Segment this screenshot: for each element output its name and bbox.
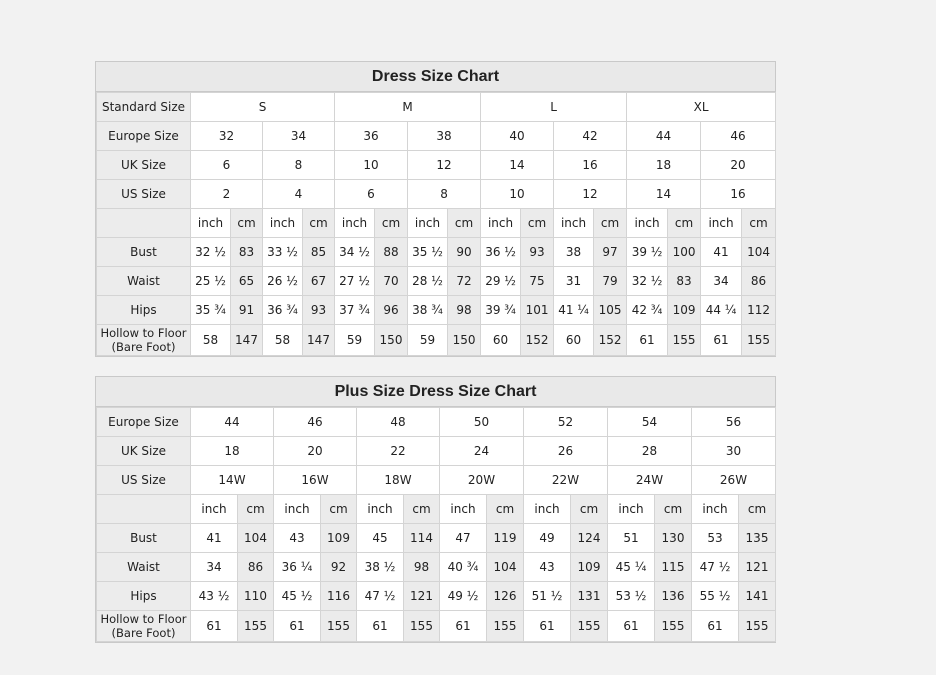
measurement-cell: 100 — [668, 238, 701, 267]
unit-header-cell: inch — [692, 495, 739, 524]
measurement-cell: 61 — [191, 611, 238, 642]
measurement-cell: 43 — [524, 553, 571, 582]
dress-size-chart — [95, 61, 776, 357]
plus-size-dress-size-chart — [95, 376, 776, 643]
measurement-cell: 59 — [408, 325, 448, 356]
measurement-cell: 47 ½ — [357, 582, 404, 611]
measurement-cell: 92 — [321, 553, 357, 582]
size-cell: 10 — [335, 151, 408, 180]
measurement-cell: 70 — [375, 267, 408, 296]
measurement-cell: 91 — [231, 296, 263, 325]
row-label: Waist — [97, 267, 191, 296]
size-cell: 16W — [274, 466, 357, 495]
size-cell: 52 — [524, 408, 608, 437]
measurement-cell: 61 — [274, 611, 321, 642]
unit-header-cell: inch — [191, 209, 231, 238]
unit-header-cell: cm — [487, 495, 524, 524]
measurement-cell: 32 ½ — [191, 238, 231, 267]
measurement-cell: 47 — [440, 524, 487, 553]
size-cell: 36 — [335, 122, 408, 151]
table-row — [97, 611, 776, 642]
table-row — [97, 180, 776, 209]
measurement-cell: 136 — [655, 582, 692, 611]
unit-header-cell: cm — [739, 495, 776, 524]
size-cell: 42 — [554, 122, 627, 151]
measurement-cell: 112 — [742, 296, 776, 325]
table-row — [97, 524, 776, 553]
row-label: Hollow to Floor (Bare Foot) — [97, 611, 191, 642]
unit-header-cell: cm — [375, 209, 408, 238]
measurement-cell: 44 ¼ — [701, 296, 742, 325]
measurement-cell: 33 ½ — [263, 238, 303, 267]
size-cell: 26 — [524, 437, 608, 466]
measurement-cell: 131 — [571, 582, 608, 611]
measurement-cell: 61 — [440, 611, 487, 642]
size-cell: 16 — [701, 180, 776, 209]
measurement-cell: 155 — [571, 611, 608, 642]
unit-header-cell: cm — [404, 495, 440, 524]
measurement-cell: 39 ¾ — [481, 296, 521, 325]
size-cell: 26W — [692, 466, 776, 495]
table-row — [97, 466, 776, 495]
measurement-cell: 51 — [608, 524, 655, 553]
measurement-cell: 67 — [303, 267, 335, 296]
measurement-cell: 36 ¼ — [274, 553, 321, 582]
measurement-cell: 141 — [739, 582, 776, 611]
size-cell: 24W — [608, 466, 692, 495]
size-cell: 30 — [692, 437, 776, 466]
size-cell: 54 — [608, 408, 692, 437]
measurement-cell: 98 — [404, 553, 440, 582]
size-cell: 22 — [357, 437, 440, 466]
measurement-cell: 38 ¾ — [408, 296, 448, 325]
unit-header-cell: inch — [263, 209, 303, 238]
size-cell: 6 — [335, 180, 408, 209]
measurement-cell: 104 — [742, 238, 776, 267]
dress-size-table — [96, 92, 776, 356]
measurement-cell: 37 ¾ — [335, 296, 375, 325]
measurement-cell: 83 — [231, 238, 263, 267]
table-row — [97, 553, 776, 582]
measurement-cell: 105 — [594, 296, 627, 325]
measurement-cell: 155 — [487, 611, 524, 642]
row-label: US Size — [97, 180, 191, 209]
measurement-cell: 147 — [303, 325, 335, 356]
measurement-cell: 42 ¾ — [627, 296, 668, 325]
measurement-cell: 104 — [238, 524, 274, 553]
table-row — [97, 437, 776, 466]
measurement-cell: 45 ½ — [274, 582, 321, 611]
size-cell: 18 — [191, 437, 274, 466]
unit-header-cell: cm — [448, 209, 481, 238]
unit-header-cell: cm — [655, 495, 692, 524]
size-cell: 6 — [191, 151, 263, 180]
measurement-cell: 49 ½ — [440, 582, 487, 611]
measurement-cell: 41 ¼ — [554, 296, 594, 325]
unit-header-cell: cm — [231, 209, 263, 238]
measurement-cell: 155 — [321, 611, 357, 642]
measurement-cell: 34 — [701, 267, 742, 296]
size-cell: 20W — [440, 466, 524, 495]
table-row — [97, 122, 776, 151]
standard-size-cell: M — [335, 93, 481, 122]
measurement-cell: 98 — [448, 296, 481, 325]
measurement-cell: 121 — [739, 553, 776, 582]
measurement-cell: 53 — [692, 524, 739, 553]
size-cell: 16 — [554, 151, 627, 180]
unit-header-cell: cm — [238, 495, 274, 524]
measurement-cell: 59 — [335, 325, 375, 356]
measurement-cell: 126 — [487, 582, 524, 611]
unit-header-cell: inch — [554, 209, 594, 238]
measurement-cell: 109 — [571, 553, 608, 582]
unit-header-cell: inch — [440, 495, 487, 524]
measurement-cell: 101 — [521, 296, 554, 325]
row-label: UK Size — [97, 151, 191, 180]
measurement-cell: 155 — [238, 611, 274, 642]
measurement-cell: 38 — [554, 238, 594, 267]
measurement-cell: 75 — [521, 267, 554, 296]
unit-header-cell: cm — [594, 209, 627, 238]
measurement-cell: 96 — [375, 296, 408, 325]
unit-header-cell: inch — [357, 495, 404, 524]
measurement-cell: 121 — [404, 582, 440, 611]
measurement-cell: 61 — [524, 611, 571, 642]
measurement-cell: 155 — [739, 611, 776, 642]
measurement-cell: 90 — [448, 238, 481, 267]
measurement-cell: 115 — [655, 553, 692, 582]
row-label: Europe Size — [97, 122, 191, 151]
size-cell: 22W — [524, 466, 608, 495]
unit-header-cell: inch — [481, 209, 521, 238]
row-label: Bust — [97, 524, 191, 553]
unit-header-cell: inch — [408, 209, 448, 238]
size-cell: 48 — [357, 408, 440, 437]
row-label: Hips — [97, 582, 191, 611]
table-row — [97, 495, 776, 524]
unit-header-cell: inch — [608, 495, 655, 524]
measurement-cell: 41 — [701, 238, 742, 267]
size-cell: 8 — [263, 151, 335, 180]
row-label: US Size — [97, 466, 191, 495]
measurement-cell: 34 — [191, 553, 238, 582]
table-row — [97, 296, 776, 325]
measurement-cell: 27 ½ — [335, 267, 375, 296]
size-cell: 8 — [408, 180, 481, 209]
measurement-cell: 34 ½ — [335, 238, 375, 267]
measurement-cell: 93 — [521, 238, 554, 267]
empty-header-cell — [97, 495, 191, 524]
unit-header-cell: cm — [303, 209, 335, 238]
measurement-cell: 36 ½ — [481, 238, 521, 267]
unit-header-cell: inch — [701, 209, 742, 238]
measurement-cell: 58 — [191, 325, 231, 356]
measurement-cell: 83 — [668, 267, 701, 296]
measurement-cell: 49 — [524, 524, 571, 553]
table-row — [97, 238, 776, 267]
measurement-cell: 114 — [404, 524, 440, 553]
measurement-cell: 109 — [321, 524, 357, 553]
measurement-cell: 25 ½ — [191, 267, 231, 296]
measurement-cell: 60 — [554, 325, 594, 356]
measurement-cell: 58 — [263, 325, 303, 356]
empty-header-cell — [97, 209, 191, 238]
size-cell: 44 — [191, 408, 274, 437]
measurement-cell: 130 — [655, 524, 692, 553]
measurement-cell: 35 ½ — [408, 238, 448, 267]
measurement-cell: 88 — [375, 238, 408, 267]
measurement-cell: 43 ½ — [191, 582, 238, 611]
standard-size-cell: XL — [627, 93, 776, 122]
row-label: Standard Size — [97, 93, 191, 122]
unit-header-cell: cm — [321, 495, 357, 524]
measurement-cell: 93 — [303, 296, 335, 325]
measurement-cell: 53 ½ — [608, 582, 655, 611]
measurement-cell: 45 — [357, 524, 404, 553]
measurement-cell: 72 — [448, 267, 481, 296]
measurement-cell: 26 ½ — [263, 267, 303, 296]
row-label: Waist — [97, 553, 191, 582]
size-cell: 12 — [408, 151, 481, 180]
measurement-cell: 55 ½ — [692, 582, 739, 611]
size-cell: 10 — [481, 180, 554, 209]
measurement-cell: 86 — [742, 267, 776, 296]
table-row — [97, 151, 776, 180]
measurement-cell: 61 — [357, 611, 404, 642]
row-label: UK Size — [97, 437, 191, 466]
measurement-cell: 40 ¾ — [440, 553, 487, 582]
size-cell: 46 — [274, 408, 357, 437]
size-cell: 14 — [627, 180, 701, 209]
measurement-cell: 155 — [742, 325, 776, 356]
size-cell: 24 — [440, 437, 524, 466]
measurement-cell: 119 — [487, 524, 524, 553]
table-row — [97, 267, 776, 296]
measurement-cell: 28 ½ — [408, 267, 448, 296]
size-cell: 28 — [608, 437, 692, 466]
size-cell: 4 — [263, 180, 335, 209]
measurement-cell: 47 ½ — [692, 553, 739, 582]
row-label: Bust — [97, 238, 191, 267]
size-cell: 50 — [440, 408, 524, 437]
measurement-cell: 155 — [655, 611, 692, 642]
measurement-cell: 51 ½ — [524, 582, 571, 611]
measurement-cell: 150 — [375, 325, 408, 356]
measurement-cell: 61 — [608, 611, 655, 642]
size-cell: 34 — [263, 122, 335, 151]
measurement-cell: 97 — [594, 238, 627, 267]
measurement-cell: 104 — [487, 553, 524, 582]
unit-header-cell: cm — [668, 209, 701, 238]
standard-size-cell: L — [481, 93, 627, 122]
size-cell: 20 — [701, 151, 776, 180]
measurement-cell: 41 — [191, 524, 238, 553]
table-row — [97, 325, 776, 356]
size-cell: 20 — [274, 437, 357, 466]
measurement-cell: 61 — [627, 325, 668, 356]
measurement-cell: 61 — [701, 325, 742, 356]
size-cell: 56 — [692, 408, 776, 437]
measurement-cell: 85 — [303, 238, 335, 267]
measurement-cell: 39 ½ — [627, 238, 668, 267]
size-cell: 12 — [554, 180, 627, 209]
table-row — [97, 582, 776, 611]
size-cell: 44 — [627, 122, 701, 151]
plus-size-table — [96, 407, 776, 642]
measurement-cell: 61 — [692, 611, 739, 642]
measurement-cell: 110 — [238, 582, 274, 611]
measurement-cell: 155 — [668, 325, 701, 356]
measurement-cell: 32 ½ — [627, 267, 668, 296]
measurement-cell: 29 ½ — [481, 267, 521, 296]
measurement-cell: 155 — [404, 611, 440, 642]
size-cell: 32 — [191, 122, 263, 151]
unit-header-cell: cm — [742, 209, 776, 238]
size-cell: 46 — [701, 122, 776, 151]
measurement-cell: 45 ¼ — [608, 553, 655, 582]
unit-header-cell: inch — [524, 495, 571, 524]
measurement-cell: 152 — [521, 325, 554, 356]
measurement-cell: 38 ½ — [357, 553, 404, 582]
measurement-cell: 35 ¾ — [191, 296, 231, 325]
measurement-cell: 31 — [554, 267, 594, 296]
unit-header-cell: inch — [274, 495, 321, 524]
measurement-cell: 43 — [274, 524, 321, 553]
measurement-cell: 86 — [238, 553, 274, 582]
unit-header-cell: inch — [335, 209, 375, 238]
measurement-cell: 60 — [481, 325, 521, 356]
size-cell: 18 — [627, 151, 701, 180]
measurement-cell: 109 — [668, 296, 701, 325]
measurement-cell: 65 — [231, 267, 263, 296]
table-row — [97, 209, 776, 238]
size-cell: 18W — [357, 466, 440, 495]
measurement-cell: 147 — [231, 325, 263, 356]
size-cell: 40 — [481, 122, 554, 151]
chart-title: Plus Size Dress Size Chart — [96, 377, 775, 407]
standard-size-cell: S — [191, 93, 335, 122]
measurement-cell: 152 — [594, 325, 627, 356]
table-row — [97, 408, 776, 437]
measurement-cell: 116 — [321, 582, 357, 611]
measurement-cell: 124 — [571, 524, 608, 553]
row-label: Hollow to Floor (Bare Foot) — [97, 325, 191, 356]
size-cell: 38 — [408, 122, 481, 151]
unit-header-cell: inch — [627, 209, 668, 238]
measurement-cell: 150 — [448, 325, 481, 356]
size-cell: 14W — [191, 466, 274, 495]
row-label: Europe Size — [97, 408, 191, 437]
chart-title: Dress Size Chart — [96, 62, 775, 92]
unit-header-cell: cm — [521, 209, 554, 238]
unit-header-cell: inch — [191, 495, 238, 524]
measurement-cell: 36 ¾ — [263, 296, 303, 325]
unit-header-cell: cm — [571, 495, 608, 524]
measurement-cell: 135 — [739, 524, 776, 553]
measurement-cell: 79 — [594, 267, 627, 296]
size-cell: 2 — [191, 180, 263, 209]
table-row — [97, 93, 776, 122]
size-cell: 14 — [481, 151, 554, 180]
row-label: Hips — [97, 296, 191, 325]
